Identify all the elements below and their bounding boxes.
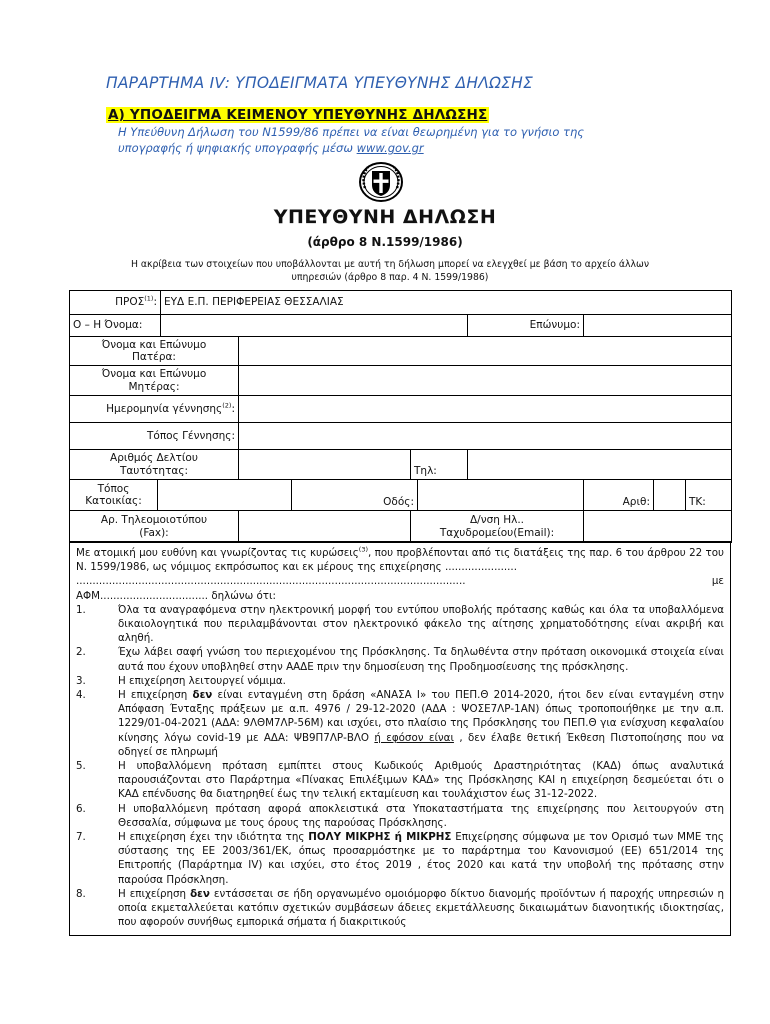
- item-number: 4.: [76, 689, 86, 702]
- item-text-c: , δεν έλαβε θετική Έκθεση Πιστοποίησης που να οδηγεί σε πληρωμή: [118, 731, 724, 758]
- item-bold: δεν: [192, 689, 213, 702]
- item-text-a: Η επιχείρηση: [118, 689, 193, 702]
- to-label-text: ΠΡΟΣ: [115, 296, 145, 309]
- number-field[interactable]: [654, 480, 686, 511]
- fax-label: [70, 511, 239, 543]
- email-label: [411, 511, 584, 543]
- item-number: 1.: [76, 603, 86, 616]
- item-text-b: εντάσσεται σε ήδη οργανωμένο ομοιόμορφο δίκτυο διανομής προϊόντων ή παροχής υπηρεσιών η οποία εκμεταλλεύεται κατόπιν σχετικών συμβάσεων άδειες εκμετάλλευσης δικαιωμάτων διανοητικής ιδιοκτησίας, που αφορούν συνήθως εμπορικά σήματα ή διακριτικούς: [118, 887, 724, 929]
- item-text-b: Επιχείρησης σύμφωνα με τον Ορισμό των ΜΜΕ της σύστασης της ΕΕ 2003/361/ΕΚ, όπως προσαρμόστηκε με το παράρτημα του Κανονισμού (ΕΕ) 651/2014 της Επιτροπής (Παράρτημα IV) και ισχύει, στο έτος 2019 , έτος 2020 και κατά την υποβολή της πρότασης στην παρούσα Πρόσκληση.: [118, 831, 724, 886]
- birthplace-label: Τόπος Γέννησης:: [70, 423, 239, 450]
- item-text: [118, 887, 724, 930]
- document-subtitle: (άρθρο 8 Ν.1599/1986): [307, 235, 463, 249]
- name-label: Ο – Η Όνομα:: [70, 315, 161, 337]
- declaration-intro: [76, 546, 724, 574]
- item-text-a: Η επιχείρηση: [118, 887, 191, 900]
- residence-label: [70, 480, 158, 511]
- item-text: Έχω λάβει σαφή γνώση του περιεχομένου της Πρόσκλησης. Τα δηλωθέντα στην πρόταση οικονομικά στοιχεία είναι αυτά που έχουν υποβληθεί στην ΑΑΔΕ πριν την δημοσίευση της Προδημοσίευσης της πρόσκλησης.: [118, 646, 724, 673]
- declaration-item: [76, 887, 724, 930]
- gov-gr-link[interactable]: www.gov.gr: [356, 141, 424, 155]
- accuracy-line-2: υπηρεσιών (άρθρο 8 παρ. 4 Ν. 1599/1986): [291, 271, 489, 283]
- street-label-text: Οδός:: [383, 495, 414, 508]
- birthplace-field[interactable]: [239, 423, 732, 450]
- to-label: [70, 291, 161, 315]
- declaration-item: [76, 830, 724, 887]
- name-field[interactable]: [161, 315, 468, 337]
- birthdate-field[interactable]: [239, 396, 732, 423]
- item-number: 5.: [76, 760, 86, 773]
- declaration-item: [76, 645, 724, 673]
- id-label-line-2: Ταυτότητας:: [119, 464, 189, 477]
- father-label-line-2: Πατέρα:: [132, 351, 176, 363]
- id-label-line-1: Αριθμός Δελτίου: [110, 452, 198, 464]
- postcode-label: [686, 480, 732, 511]
- item-bold: ΠΟΛΥ ΜΙΚΡΗΣ ή ΜΙΚΡΗΣ: [308, 831, 452, 844]
- declaration-intro-text-2: , που προβλέπονται από τις διατάξεις της παρ. 6 του άρθρου 22 του Ν. 1599/1986, ως νόμιμος εκπρόσωπος και εκ μέρους της επιχείρησης ......................: [76, 547, 724, 574]
- item-underlined: ή εφόσον είναι: [374, 731, 454, 744]
- father-name-field[interactable]: [239, 337, 732, 366]
- mother-name-field[interactable]: [239, 366, 732, 396]
- appendix-heading: ΠΑΡΑΡΤΗΜΑ IV: ΥΠΟΔΕΙΓΜΑΤΑ ΥΠΕΥΘΥΝΗΣ ΔΗΛΩΣΗΣ: [106, 74, 533, 92]
- declaration-dots: .......................................................................................................................: [76, 575, 466, 588]
- to-value: ΕΥΔ Ε.Π. ΠΕΡΙΦΕΡΕΙΑΣ ΘΕΣΣΑΛΙΑΣ: [161, 291, 732, 315]
- item-text: [118, 830, 724, 887]
- declaration-item: [76, 603, 724, 646]
- item-number: 7.: [76, 831, 86, 844]
- document-title: ΥΠΕΥΘΥΝΗ ΔΗΛΩΣΗ: [273, 206, 497, 228]
- declaration-footnote-ref: (3): [358, 545, 369, 554]
- number-label: [584, 480, 654, 511]
- residence-label-line-1: Τόπος: [97, 482, 130, 495]
- section-heading: Α) ΥΠΟΔΕΙΓΜΑ ΚΕΙΜΕΝΟΥ ΥΠΕΥΘΥΝΗΣ ΔΗΛΩΣΗΣ: [108, 107, 488, 123]
- birthdate-footnote-ref: (2): [222, 401, 232, 410]
- father-label-line-1: Όνομα και Επώνυμο: [101, 338, 207, 351]
- email-field[interactable]: [584, 511, 732, 543]
- greek-state-emblem-icon: [356, 158, 406, 204]
- phone-label-text: Τηλ:: [414, 464, 437, 477]
- item-number: 3.: [76, 674, 86, 687]
- residence-field[interactable]: [158, 480, 292, 511]
- intro-line-1: Η Υπεύθυνη Δήλωση του Ν1599/86 πρέπει να είναι θεωρημένη για το γνήσιο της: [118, 125, 585, 139]
- mother-name-label: [70, 366, 239, 396]
- street-label: [292, 480, 418, 511]
- mother-label-line-2: Μητέρας:: [128, 380, 180, 393]
- item-number: 8.: [76, 887, 86, 900]
- street-field[interactable]: [418, 480, 584, 511]
- declarant-form: [69, 290, 732, 543]
- id-card-field[interactable]: [239, 450, 411, 480]
- fax-field[interactable]: [239, 511, 411, 543]
- declaration-dots-end: με: [711, 575, 724, 588]
- fax-label-line-2: (Fax):: [139, 526, 169, 539]
- item-bold: δεν: [190, 887, 210, 900]
- item-number: 2.: [76, 646, 86, 659]
- to-label-colon: :: [153, 296, 157, 309]
- intro-note: [118, 124, 718, 156]
- item-text: Η υποβαλλόμενη πρόταση αφορά αποκλειστικά στα Υποκαταστήματα της επιχείρησης που λειτουργούν στη Θεσσαλία, σύμφωνα με τους όρους της παρούσας Πρόσκλησης.: [118, 802, 724, 829]
- fax-label-line-1: Αρ. Τηλεομοιοτύπου: [100, 514, 208, 526]
- declaration-item: [76, 759, 724, 802]
- birthdate-label-colon: :: [231, 402, 235, 415]
- declaration-dots-line: [76, 574, 724, 588]
- email-label-line-2: Ταχυδρομείου(Email):: [439, 526, 555, 539]
- intro-line-2-text: υπογραφής ή ψηφιακής υπογραφής μέσω: [118, 141, 357, 155]
- email-label-line-1: Δ/νση Ηλ..: [469, 514, 525, 526]
- item-number: 6.: [76, 802, 86, 815]
- number-label-text: Αριθ:: [622, 495, 650, 508]
- accuracy-note: [90, 259, 690, 284]
- phone-field[interactable]: [468, 450, 732, 480]
- phone-label: [411, 450, 468, 480]
- to-footnote-ref: (1): [144, 294, 154, 303]
- item-text: [118, 688, 724, 759]
- item-text-b: είναι ενταγμένη στη δράση «ΑΝΑΣΑ Ι» του ΠΕΠ.Θ 2014-2020, ήτοι δεν είναι ενταγμένη στην Απόφαση Ένταξης πράξεων με α.π. 4976 / 29-12-2020 (ΑΔΑ : ΨΟΣΕ7ΛΡ-1ΑΝ) όπως τροποποιήθηκε με την α.π. 1229/01-04-2021 (ΑΔΑ: 9ΛΘΜ7ΛΡ-56Μ) και ισχύει, στο πλαίσιο της Πρόσκλησης του ΠΕΠ.Θ για ενίσχυση κεφαλαίου κίνησης λόγω covid-19 με ΑΔΑ: ΨΒ9Π7ΛΡ-ΒΛΟ: [118, 689, 724, 744]
- surname-field[interactable]: [584, 315, 732, 337]
- father-name-label: [70, 337, 239, 366]
- birthdate-label: [70, 396, 239, 423]
- mother-label-line-1: Όνομα και Επώνυμο: [101, 368, 207, 380]
- declaration-body: [69, 541, 731, 936]
- postcode-label-text: ΤΚ:: [689, 495, 706, 508]
- birthdate-label-text: Ημερομηνία γέννησης: [106, 402, 223, 415]
- item-text-a: Η επιχείρηση έχει την ιδιότητα της: [118, 831, 309, 844]
- declaration-afm-line: ΑΦΜ................................. δηλώνω ότι:: [76, 589, 276, 602]
- residence-label-line-2: Κατοικίας:: [85, 495, 142, 507]
- id-card-label: [70, 450, 239, 480]
- surname-label: Επώνυμο:: [468, 315, 584, 337]
- item-text: Η υποβαλλόμενη πρόταση εμπίπτει στους Κωδικούς Αριθμούς Δραστηριότητας (ΚΑΔ) όπως αναλυτικά παρουσιάζονται στο Παράρτημα «Πίνακας Επιλέξιμων ΚΑΔ» της Πρόσκλησης ΚΑΙ η επιχείρηση δεσμεύεται ότι ο ΚΑΔ επένδυσης θα διατηρηθεί έως την τελική εκταμίευση και τουλάχιστον έως 31-12-2022.: [118, 760, 724, 801]
- declaration-item: [76, 802, 724, 830]
- item-text: Η επιχείρηση λειτουργεί νόμιμα.: [118, 674, 286, 687]
- declaration-item: [76, 674, 724, 688]
- declaration-item: [76, 688, 724, 759]
- intro-line-2: [118, 140, 718, 156]
- declaration-intro-text-1: Με ατομική μου ευθύνη και γνωρίζοντας τις κυρώσεις: [76, 547, 359, 559]
- accuracy-line-1: Η ακρίβεια των στοιχείων που υποβάλλονται με αυτή τη δήλωση μπορεί να ελεγχθεί με βάση το αρχείο άλλων: [130, 259, 650, 270]
- item-text: Όλα τα αναγραφόμενα στην ηλεκτρονική μορφή του εντύπου υποβολής πρότασης καθώς και όλα τα υποβαλλόμενα δικαιολογητικά που περιλαμβάνονται στον ηλεκτρονικό φάκελο της αίτησης χρηματοδότησης είναι ακριβή και αληθή.: [118, 603, 724, 645]
